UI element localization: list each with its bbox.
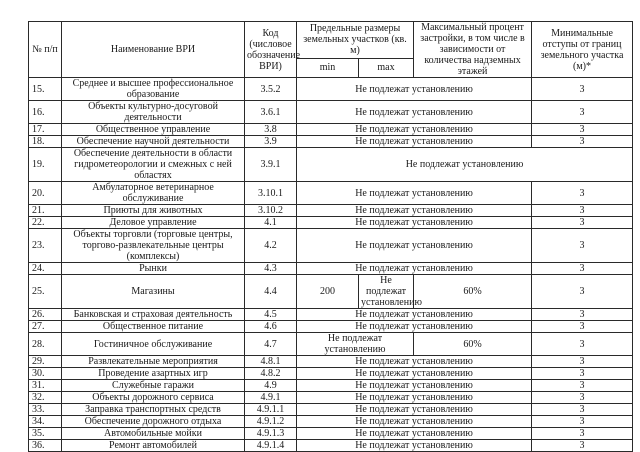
row-name: Объекты культурно-досуговой деятельности [62, 101, 245, 124]
row-number: 34. [29, 416, 62, 428]
row-name: Общественное управление [62, 124, 245, 136]
row-limits: Не подлежат установлению [297, 416, 532, 428]
row-name: Амбулаторное ветеринарное обслуживание [62, 182, 245, 205]
row-name: Деловое управление [62, 217, 245, 229]
row-limits: Не подлежат установлению [297, 392, 532, 404]
row-code: 4.9.1.4 [245, 440, 297, 452]
row-name: Объекты торговли (торговые центры, торгово-развлекательные центры (комплексы) [62, 229, 245, 263]
row-limits: Не подлежат установлению [297, 309, 532, 321]
row-max-percent: 60% [414, 275, 532, 309]
row-name: Служебные гаражи [62, 380, 245, 392]
row-setback: 3 [532, 263, 633, 275]
table-row [29, 309, 633, 321]
row-name: Среднее и высшее профессиональное образование [62, 78, 245, 101]
table-row [29, 136, 633, 148]
row-max: Не подлежат установлению [359, 275, 414, 309]
row-code: 3.10.2 [245, 205, 297, 217]
row-setback: 3 [532, 182, 633, 205]
row-name: Проведение азартных игр [62, 368, 245, 380]
row-number: 17. [29, 124, 62, 136]
row-number: 30. [29, 368, 62, 380]
header-code: Код (числовое обозначение ВРИ) [245, 22, 297, 78]
row-setback: 3 [532, 321, 633, 333]
table-row [29, 148, 633, 182]
table-body [29, 78, 633, 452]
row-setback: 3 [532, 275, 633, 309]
row-code: 4.2 [245, 229, 297, 263]
row-min-max: Не подлежат установлению [297, 333, 414, 356]
row-code: 4.1 [245, 217, 297, 229]
table-row [29, 205, 633, 217]
row-code: 3.9 [245, 136, 297, 148]
row-code: 4.8.1 [245, 356, 297, 368]
row-limits: Не подлежат установлению [297, 440, 532, 452]
row-number: 22. [29, 217, 62, 229]
row-name: Заправка транспортных средств [62, 404, 245, 416]
table-row [29, 380, 633, 392]
row-name: Общественное питание [62, 321, 245, 333]
row-limits: Не подлежат установлению [297, 356, 532, 368]
row-name: Развлекательные мероприятия [62, 356, 245, 368]
row-name: Приюты для животных [62, 205, 245, 217]
table-row [29, 416, 633, 428]
header-max: max [359, 58, 414, 77]
row-code: 4.9 [245, 380, 297, 392]
row-setback: 3 [532, 333, 633, 356]
table-header [29, 22, 633, 78]
row-code: 4.5 [245, 309, 297, 321]
row-setback: 3 [532, 309, 633, 321]
row-code: 4.9.1 [245, 392, 297, 404]
row-setback: 3 [532, 136, 633, 148]
row-code: 4.6 [245, 321, 297, 333]
row-setback: 3 [532, 428, 633, 440]
table-row [29, 263, 633, 275]
table-row [29, 333, 633, 356]
row-number: 18. [29, 136, 62, 148]
table-row [29, 368, 633, 380]
row-code: 4.8.2 [245, 368, 297, 380]
row-code: 4.9.1.1 [245, 404, 297, 416]
row-name: Гостиничное обслуживание [62, 333, 245, 356]
row-limits: Не подлежат установлению [297, 205, 532, 217]
row-setback: 3 [532, 392, 633, 404]
row-number: 35. [29, 428, 62, 440]
row-number: 21. [29, 205, 62, 217]
row-limits: Не подлежат установлению [297, 428, 532, 440]
table-row [29, 182, 633, 205]
row-number: 27. [29, 321, 62, 333]
row-max-percent: 60% [414, 333, 532, 356]
header-number: № п/п [29, 22, 62, 78]
table-row [29, 392, 633, 404]
table-row [29, 275, 633, 309]
row-limits: Не подлежат установлению [297, 404, 532, 416]
row-limits: Не подлежат установлению [297, 101, 532, 124]
row-limits: Не подлежат установлению [297, 368, 532, 380]
row-code: 3.10.1 [245, 182, 297, 205]
header-min: min [297, 58, 359, 77]
table-row [29, 428, 633, 440]
row-name: Рынки [62, 263, 245, 275]
row-limits: Не подлежат установлению [297, 136, 532, 148]
row-name: Ремонт автомобилей [62, 440, 245, 452]
header-max-percent: Максимальный процент застройки, в том числе в зависимости от количества надземных этажей [414, 22, 532, 78]
row-setback: 3 [532, 416, 633, 428]
row-name: Обеспечение дорожного отдыха [62, 416, 245, 428]
table-row [29, 321, 633, 333]
row-limits: Не подлежат установлению [297, 78, 532, 101]
row-setback: 3 [532, 101, 633, 124]
row-code: 3.6.1 [245, 101, 297, 124]
row-name: Объекты дорожного сервиса [62, 392, 245, 404]
row-setback: 3 [532, 78, 633, 101]
row-number: 15. [29, 78, 62, 101]
table-row [29, 229, 633, 263]
row-number: 36. [29, 440, 62, 452]
zoning-regulations-table [28, 21, 633, 452]
row-name: Банковская и страховая деятельность [62, 309, 245, 321]
table-row [29, 356, 633, 368]
header-min-setback: Минимальные отступы от границ земельного участка (м)* [532, 22, 633, 78]
row-all-params: Не подлежат установлению [297, 148, 633, 182]
row-setback: 3 [532, 124, 633, 136]
table-row [29, 440, 633, 452]
row-setback: 3 [532, 217, 633, 229]
row-setback: 3 [532, 404, 633, 416]
row-code: 4.4 [245, 275, 297, 309]
row-name: Обеспечение деятельности в области гидрометеорологии и смежных с ней областях [62, 148, 245, 182]
row-code: 4.7 [245, 333, 297, 356]
row-number: 33. [29, 404, 62, 416]
header-name: Наименование ВРИ [62, 22, 245, 78]
row-code: 3.9.1 [245, 148, 297, 182]
row-code: 4.9.1.2 [245, 416, 297, 428]
row-setback: 3 [532, 229, 633, 263]
row-number: 20. [29, 182, 62, 205]
row-code: 3.8 [245, 124, 297, 136]
row-number: 26. [29, 309, 62, 321]
row-limits: Не подлежат установлению [297, 229, 532, 263]
header-plot-limits: Предельные размеры земельных участков (кв. м) [297, 22, 414, 59]
row-setback: 3 [532, 440, 633, 452]
row-code: 4.9.1.3 [245, 428, 297, 440]
row-number: 23. [29, 229, 62, 263]
table-row [29, 124, 633, 136]
row-setback: 3 [532, 368, 633, 380]
row-setback: 3 [532, 356, 633, 368]
row-number: 19. [29, 148, 62, 182]
table-row [29, 217, 633, 229]
row-code: 3.5.2 [245, 78, 297, 101]
row-name: Обеспечение научной деятельности [62, 136, 245, 148]
row-limits: Не подлежат установлению [297, 124, 532, 136]
row-min: 200 [297, 275, 359, 309]
row-number: 24. [29, 263, 62, 275]
row-limits: Не подлежат установлению [297, 263, 532, 275]
row-number: 28. [29, 333, 62, 356]
row-number: 31. [29, 380, 62, 392]
row-setback: 3 [532, 205, 633, 217]
row-limits: Не подлежат установлению [297, 321, 532, 333]
row-number: 29. [29, 356, 62, 368]
row-code: 4.3 [245, 263, 297, 275]
table-row [29, 78, 633, 101]
row-limits: Не подлежат установлению [297, 182, 532, 205]
row-number: 32. [29, 392, 62, 404]
row-name: Автомобильные мойки [62, 428, 245, 440]
row-name: Магазины [62, 275, 245, 309]
table-row [29, 404, 633, 416]
row-limits: Не подлежат установлению [297, 380, 532, 392]
table-row [29, 101, 633, 124]
row-number: 25. [29, 275, 62, 309]
row-setback: 3 [532, 380, 633, 392]
row-limits: Не подлежат установлению [297, 217, 532, 229]
row-number: 16. [29, 101, 62, 124]
